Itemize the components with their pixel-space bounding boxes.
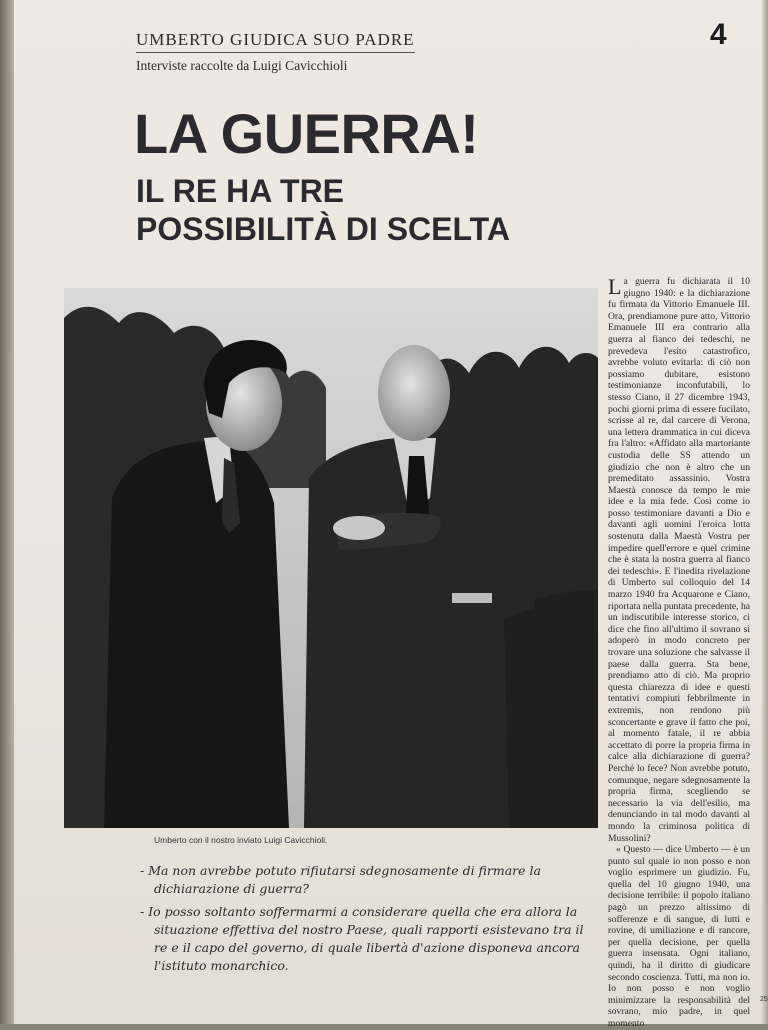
drop-cap: L <box>608 274 622 299</box>
byline: Interviste raccolte da Luigi Cavicchioli <box>136 58 348 73</box>
article-paragraph: « Questo — dice Umberto — è un punto sul quale io non posso e non voglio esprimere un giudizio. Fu, quella del 10 giugno 1940, una decisione terribile: il popolo italiano pagò un prezzo altissimo di sofferenze e di sangue, di lutti e rovine, di umiliazione e di rancore, per quella decisione, per quella guerra insensata. Ogni italiano, quindi, ha il diritto di giudicare secondo coscienza. Tutti, ma non io. Io non posso e non voglio minimizzare la responsabilità del sovrano, mio padre, in quel momento <box>608 844 750 1029</box>
magazine-page <box>14 0 768 1029</box>
folio-number: 25 <box>760 996 768 1003</box>
interview-exchange <box>140 862 600 980</box>
subheadline-line-2: POSSIBILITÀ DI SCELTA <box>136 211 510 247</box>
headline: LA GUERRA! <box>134 102 479 165</box>
photo-caption: Umberto con il nostro inviato Luigi Cavicchioli. <box>154 835 328 845</box>
section-kicker: UMBERTO GIUDICA SUO PADRE <box>136 30 415 53</box>
photograph <box>64 288 598 828</box>
left-man-suit <box>104 438 289 828</box>
article-paragraph <box>608 276 750 844</box>
article-paragraph-text: a guerra fu dichiarata il 10 giugno 1940: e la dichiarazione fu firmata da Vittorio Emanuele III. Ora, prendiamone pure atto, Vittorio Emanuele III era contrario alla guerra al fianco dei tedeschi, ne prevedeva l'esito catastrofico, avrebbe voluto evitarla: di ciò non possiamo dubitare, esistono testimonianze inconfutabili, lo stesso Ciano, il 27 dicembre 1943, pochi giorni prima di essere fucilato, scrisse al re, dal carcere di Verona, una lettera drammatica in cui diceva fra l'altro: «Affidato alla martoriante custodia delle SS attendo un giudizio che non è altro che un premeditato assassinio. Vostra Maestà conosce da tempo le mie idee e la mia fede. Così come io posso testimoniare davanti a Dio e davanti agli uomini l'eroica lotta sostenuta dalla Maestà Vostra per impedire quell'errore e quel crimine che è stata la nostra guerra al fianco dei tedeschi». E l'inedita rivelazione di Umberto sul colloquio del 14 marzo 1940 fra Acquarone e Ciano, riportata nella puntata precedente, ha un indiscutibile interesse storico, ci dice che fino all'ultimo il sovrano si adoperò in modo concreto per trovare una soluzione che salvasse il paese dalla guerra. Sta bene, prendiamo atto di ciò. Ma proprio questa chiarezza di idee e questi tentativi compiuti febbrilmente in extremis, non rendono più sconcertante e grave il fatto che poi, al momento fatale, il re abbia accettato di porre la propria firma in calce alla dichiarazione di guerra? Perché lo fece? Non avrebbe potuto, comunque, negare sdegnosamente la propria firma, scegliendo se necessario la via dell'esilio, ma denunciando in tal modo davanti al mondo la criminosa politica di Mussolini? <box>608 276 750 844</box>
photograph-illustration <box>64 288 598 828</box>
interview-question: - Ma non avrebbe potuto rifiutarsi sdegnosamente di firmare la dichiarazione di guerra? <box>140 862 600 898</box>
binding-spine <box>0 0 14 1024</box>
subheadline <box>136 172 510 248</box>
page-edge <box>762 0 768 1024</box>
article-column <box>608 274 750 1029</box>
page-number: 4 <box>710 18 727 51</box>
right-man-hand <box>333 516 385 540</box>
cuff <box>452 593 492 603</box>
interview-answer: - Io posso soltanto soffermarmi a considerare quella che era allora la situazione effettiva del nostro Paese, quali rapporti esistevano tra il re e il capo del governo, di quale libertà d'azione disponeva ancora l'istituto monarchico. <box>140 903 600 975</box>
subheadline-line-1: IL RE HA TRE <box>136 173 345 209</box>
right-man-face <box>378 345 450 441</box>
